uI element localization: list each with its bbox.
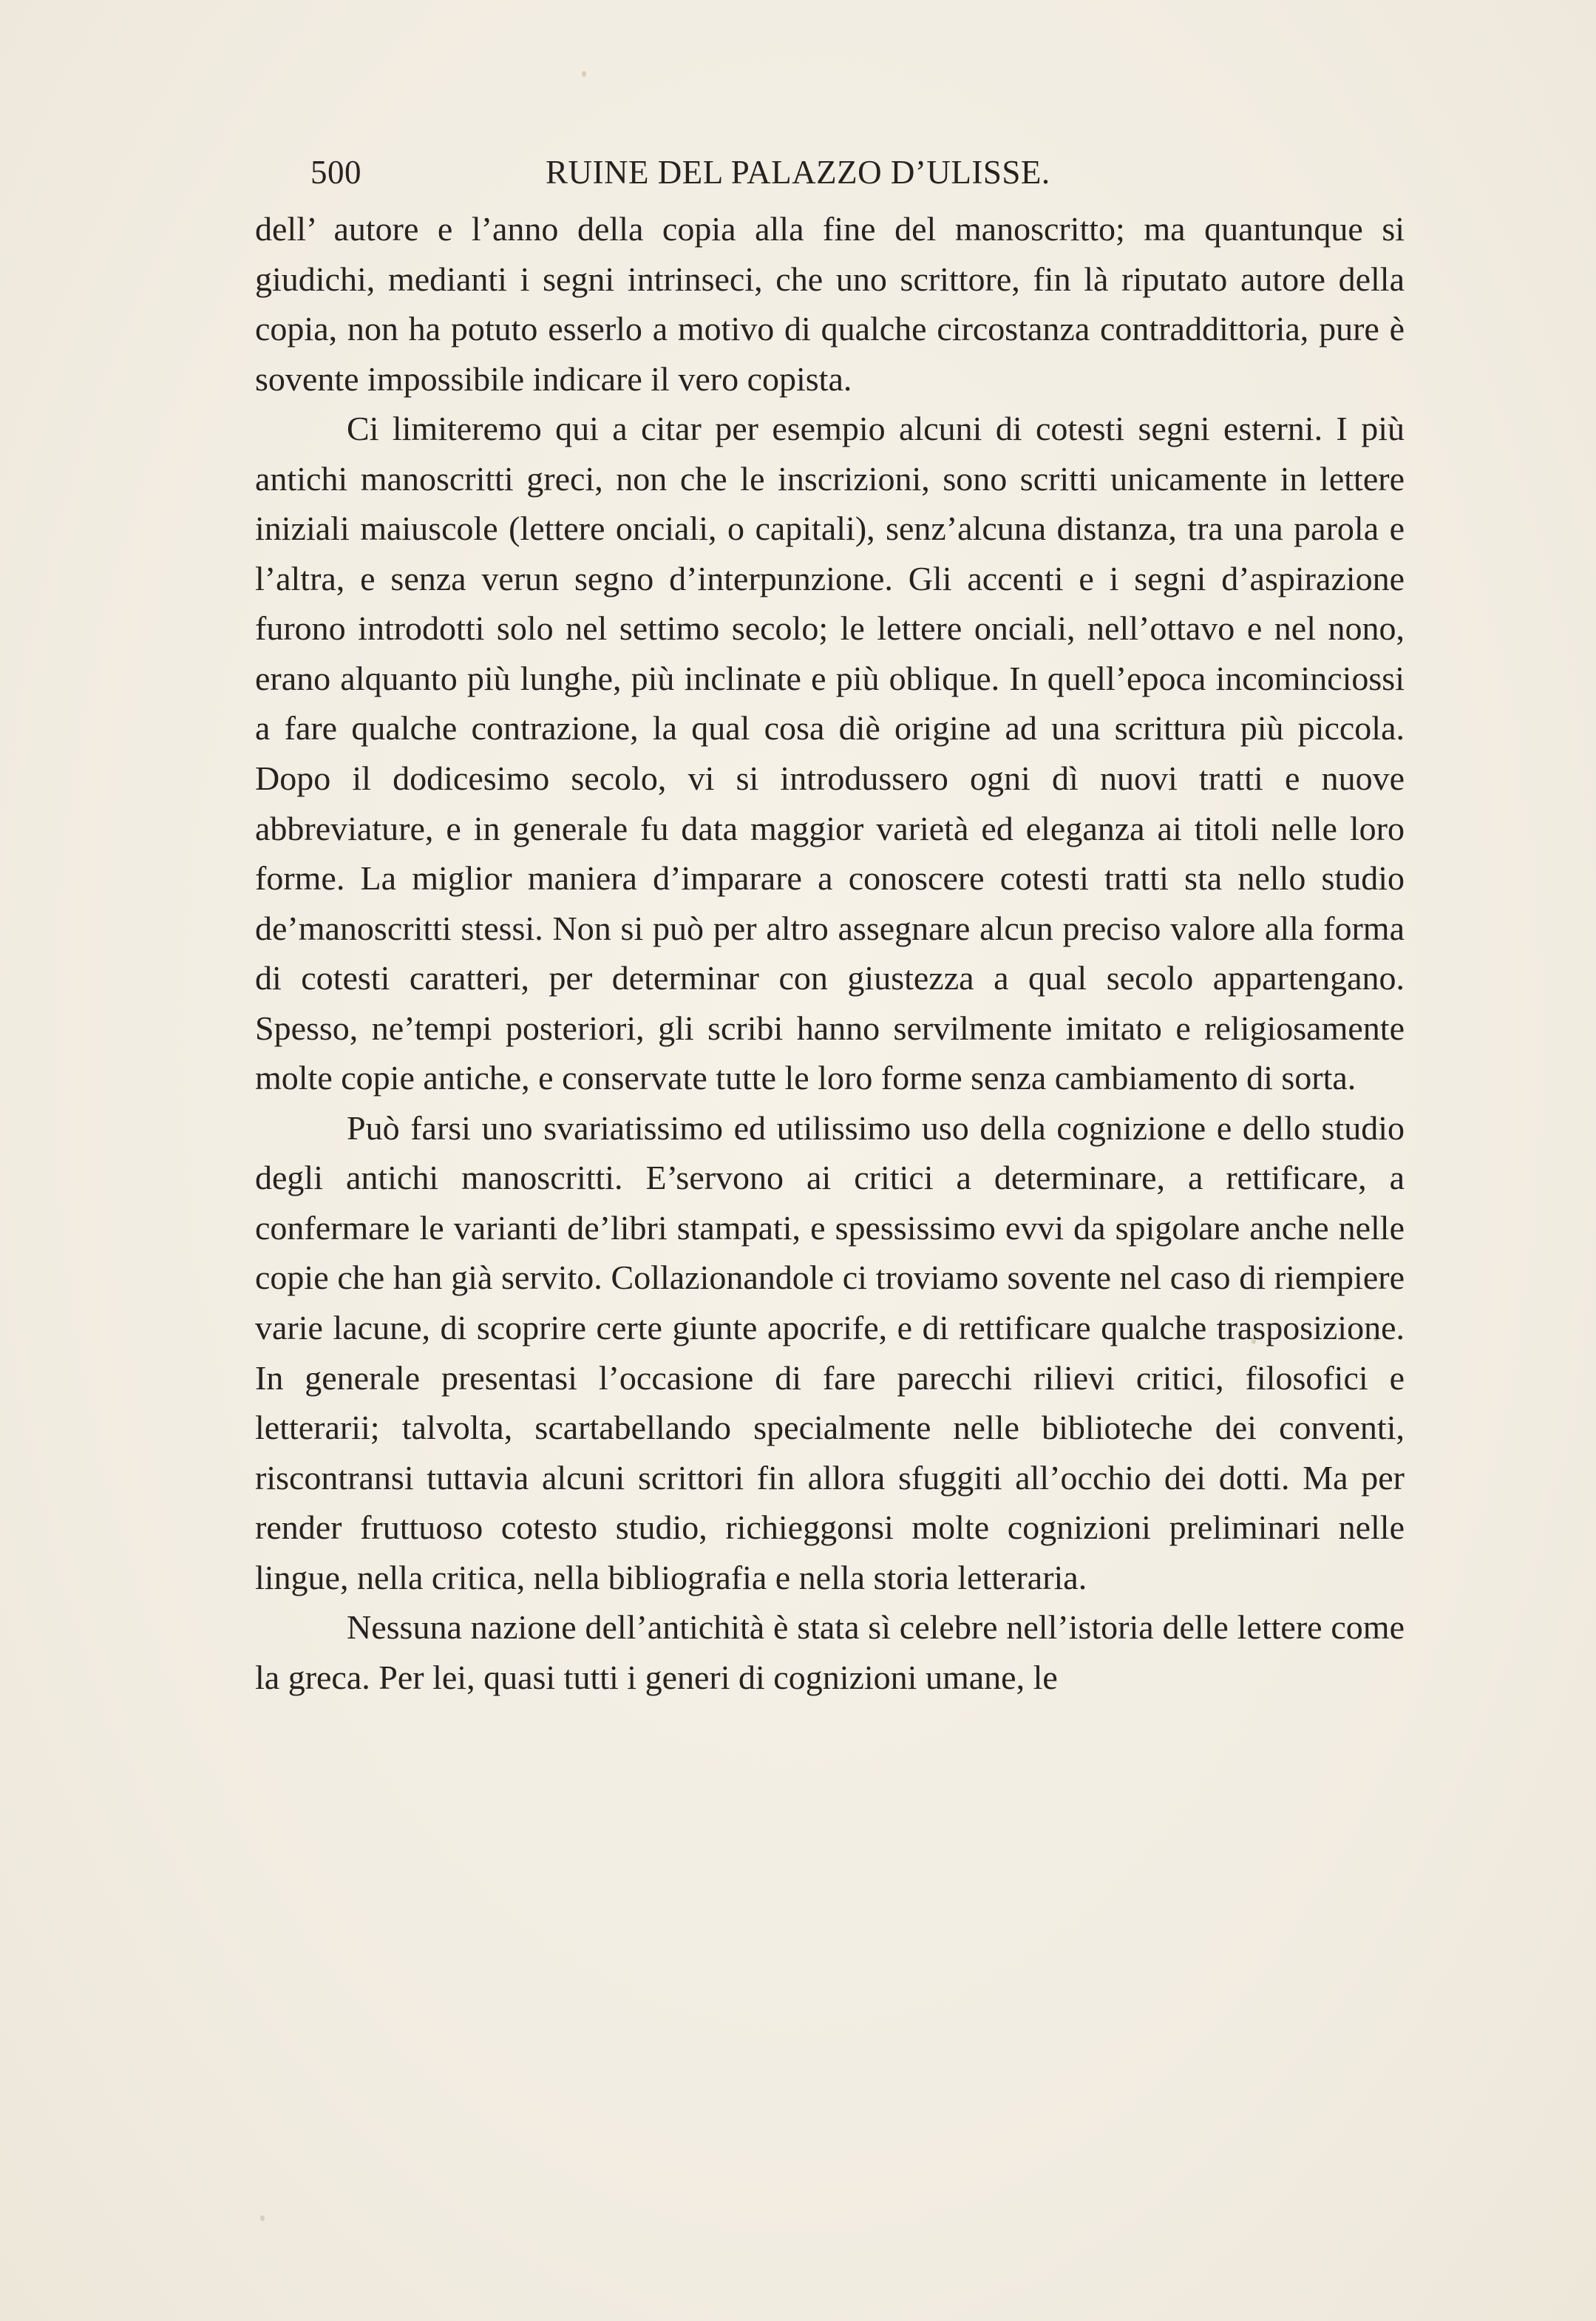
paragraph-greek-nation: Nessuna nazione dell’antichità è stata sì celebre nell’istoria delle lettere come la greca. Per lei, quasi tutti i generi di cognizioni umane, le	[255, 1608, 1405, 1696]
paper-speck	[260, 2215, 265, 2221]
running-title: RUINE DEL PALAZZO D’ULISSE.	[546, 154, 1050, 191]
body-text	[255, 204, 1405, 1702]
paragraph-continued: dell’ autore e l’anno della copia alla fine del manoscritto; ma quantunque si giudichi, medianti i segni intrinseci, che uno scrittore, fin là riputato autore della copia, non ha potuto esserlo a motivo di qualche circostanza contraddittoria, pure è sovente impossibile indicare il vero copista.	[255, 210, 1405, 398]
paragraph-external-signs: Ci limiteremo qui a citar per esempio alcuni di cotesti segni esterni. I più antichi manoscritti greci, non che le inscrizioni, sono scritti unicamente in lettere iniziali maiuscole (lettere onciali, o capitali), senz’alcuna distanza, tra una parola e l’altra, e senza verun segno d’interpunzione. Gli accenti e i segni d’aspirazione furono introdotti solo nel settimo secolo; le lettere onciali, nell’ottavo e nel nono, erano alquanto più lunghe, più inclinate e più oblique. In quell’epoca incominciossi a fare qualche contrazione, la qual cosa diè origine ad una scrittura più piccola. Dopo il dodicesimo secolo, vi si introdussero ogni dì nuovi tratti e nuove abbreviature, e in generale fu data maggior varietà ed eleganza ai titoli nelle loro forme. La miglior maniera d’imparare a conoscere cotesti tratti sta nello studio de’manoscritti stessi. Non si può per altro assegnare alcun preciso valore alla forma di cotesti caratteri, per determinar con giustezza a qual secolo appartengano. Spesso, ne’tempi posteriori, gli scribi hanno servilmente imitato e religiosamente molte copie antiche, e conservate tutte le loro forme senza cambiamento di sorta.	[255, 410, 1405, 1097]
page-header	[310, 153, 1105, 197]
paragraph-manuscript-study: Può farsi uno svariatissimo ed utilissimo uso della cognizione e dello studio degli antichi manoscritti. E’servono ai critici a determinare, a rettificare, a confermare le varianti de’libri stampati, e spessissimo evvi da spigolare anche nelle copie che han già servito. Collazionandole ci troviamo sovente nel caso di riempiere varie lacune, di scoprire certe giunte apocrife, e di rettificare qualche trasposizione. In generale presentasi l’occasione di fare parecchi rilievi critici, filosofici e letterarii; talvolta, scartabellando specialmente nelle biblioteche dei conventi, riscontransi tuttavia alcuni scrittori fin allora sfuggiti all’occhio dei dotti. Ma per render fruttuoso cotesto studio, richieggonsi molte cognizioni preliminari nelle lingue, nella critica, nella bibliografia e nella storia letteraria.	[255, 1108, 1405, 1596]
paper-speck	[582, 71, 586, 77]
page-number: 500	[310, 154, 361, 191]
